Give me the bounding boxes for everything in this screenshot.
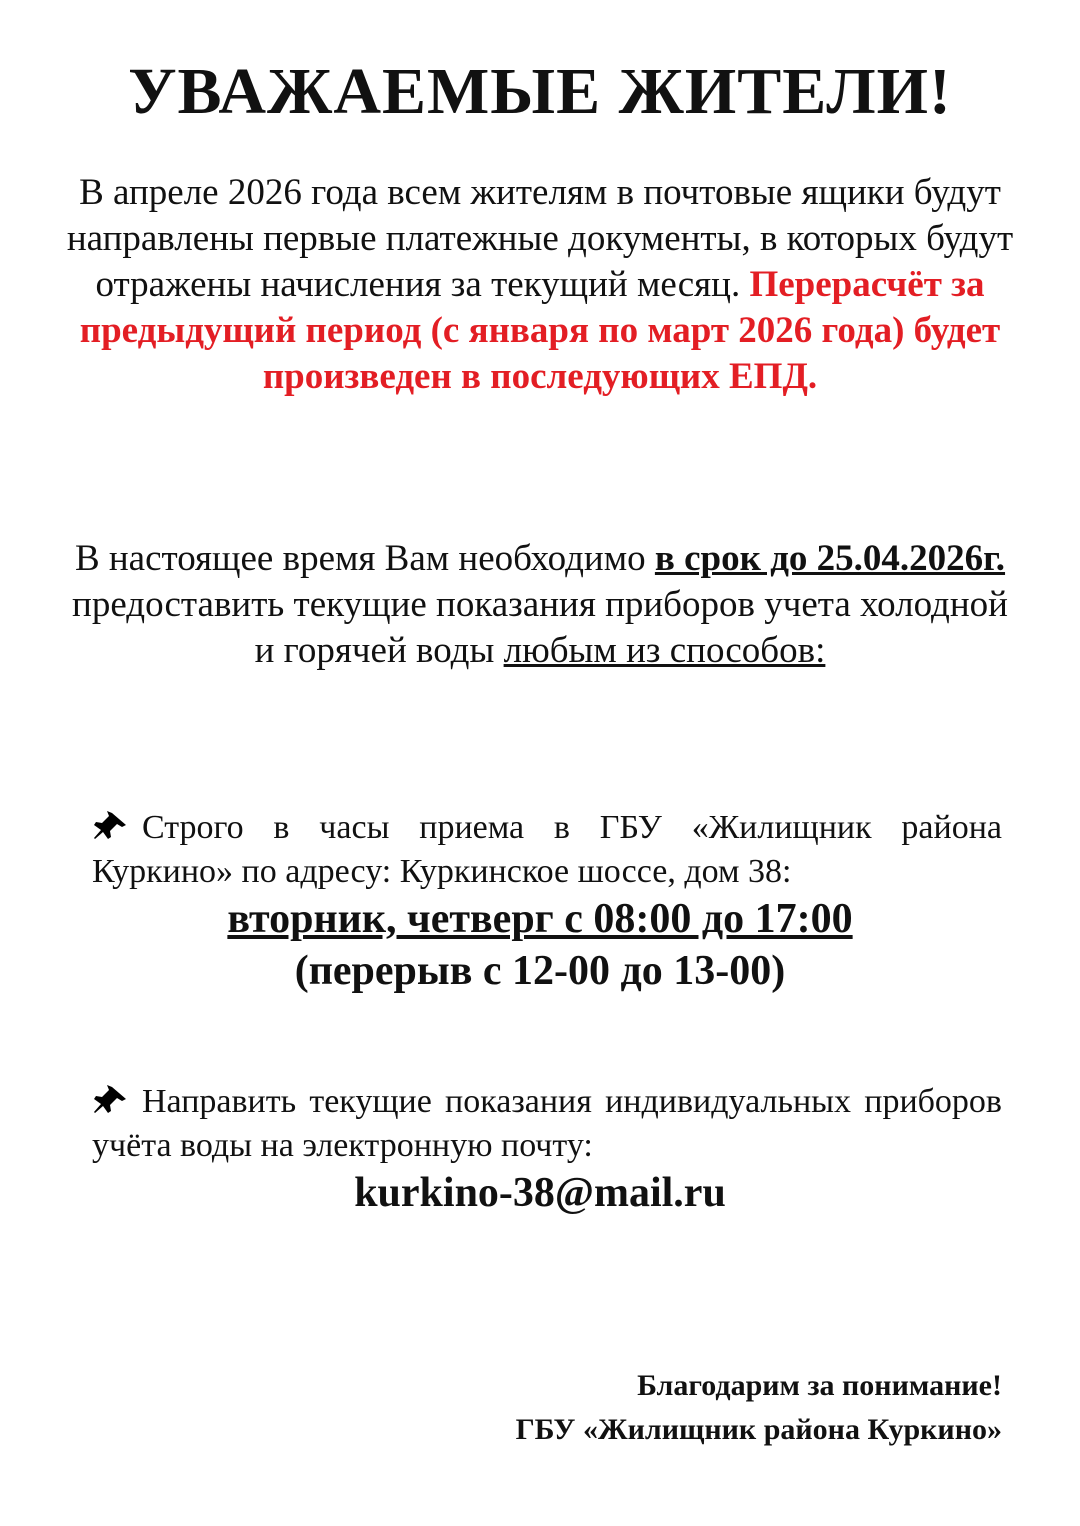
lunch-break: (перерыв с 12-00 до 13-00) [294, 948, 786, 994]
signature-block [516, 1364, 1002, 1452]
deadline-middle: предоставить текущие показания приборов учета холодной и горячей воды [72, 584, 1008, 671]
recalculation-notice: Перерасчёт за предыдущий период (с января по март 2026 года) будет произведен в последующих ЕПД. [79, 264, 1001, 397]
intro-text: В апреле 2026 года всем жителям в почтовые ящики будут направлены первые платежные документы, в которых будут отражены начисления за текущий месяц. [66, 172, 1014, 305]
method-in-person-text: Строго в часы приема в ГБУ «Жилищник района Куркино» по адресу: Куркинское шоссе, дом 38: [92, 809, 1002, 890]
deadline-ways: любым из способов: [503, 630, 826, 671]
email-address: kurkino-38@mail.ru [354, 1170, 726, 1216]
thanks-line: Благодарим за понимание! [637, 1369, 1002, 1402]
method-email-text: Направить текущие показания индивидуальных приборов учёта воды на электронную почту: [92, 1083, 1002, 1164]
intro-paragraph [60, 170, 1020, 400]
pushpin-icon [92, 1085, 128, 1115]
reception-schedule: вторник, четверг с 08:00 до 17:00 [227, 896, 853, 942]
method-in-person [92, 806, 1002, 894]
deadline-paragraph [60, 536, 1020, 674]
method-email [92, 1080, 1002, 1168]
pushpin-icon [92, 811, 128, 841]
organization-name: ГБУ «Жилищник района Куркино» [515, 1413, 1002, 1446]
deadline-date: в срок до 25.04.2026г. [654, 538, 1006, 579]
deadline-prefix: В настоящее время Вам необходимо [74, 538, 646, 579]
notice-title: УВАЖАЕМЫЕ ЖИТЕЛИ! [128, 55, 952, 128]
